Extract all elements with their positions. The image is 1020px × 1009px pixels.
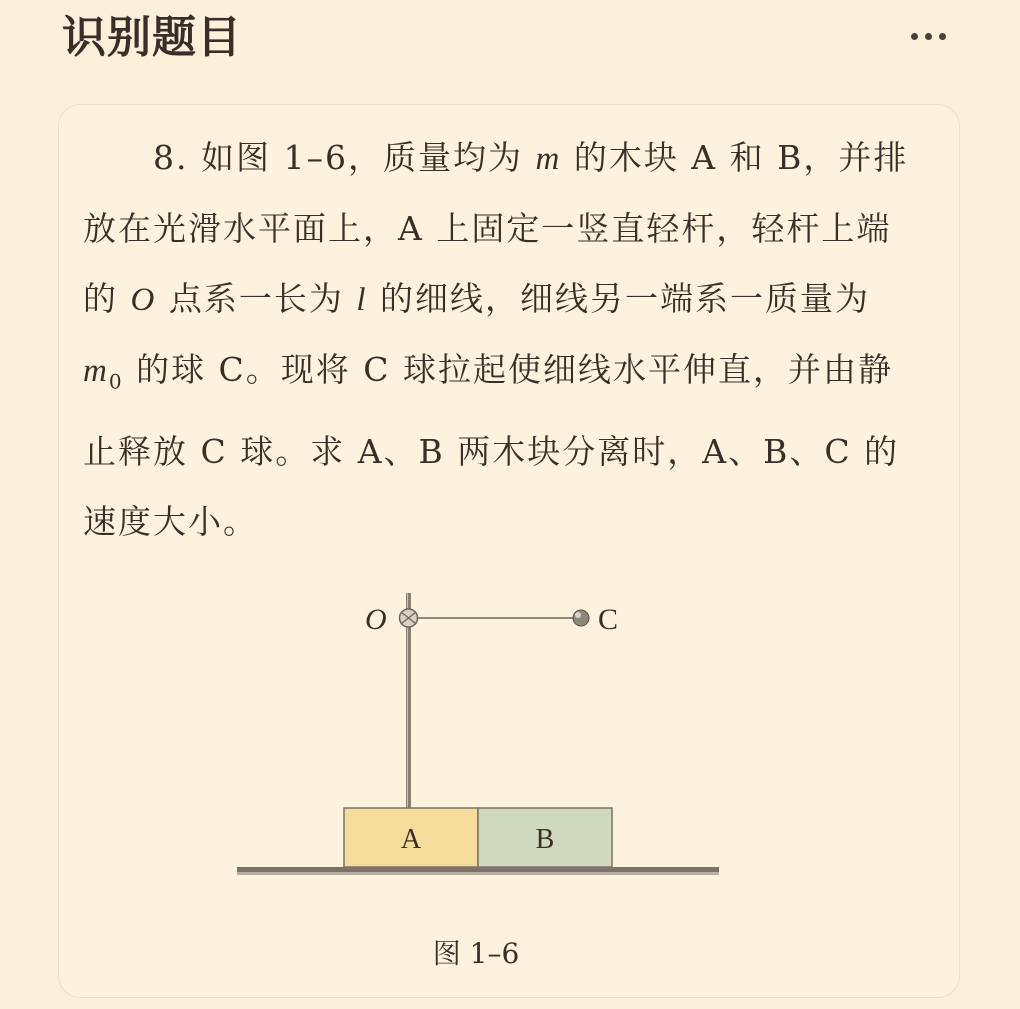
more-horizontal-icon [911, 33, 918, 40]
problem-body [83, 138, 908, 541]
problem-text-segment: 的细线，细线另一端系一质量为 [367, 279, 870, 318]
page-title: 识别题目 [62, 12, 242, 63]
block-b-label: B [535, 824, 555, 855]
problem-card [58, 104, 960, 998]
math-variable: l [356, 282, 368, 318]
physics-figure [229, 575, 789, 995]
math-variable: m [83, 353, 109, 389]
problem-text [83, 123, 913, 557]
ground-shadow [237, 872, 719, 875]
problem-text-segment: 点系一长为 [156, 279, 357, 318]
figure-caption: 图 1–6 [432, 937, 520, 970]
problem-text-segment: 的木块 A 和 B，并排放在光滑水平面上，A 上固定一竖直轻杆，轻杆上端的 [83, 138, 909, 318]
math-variable: m [535, 141, 562, 177]
math-subscript: 0 [108, 369, 124, 394]
label-c: C [598, 603, 619, 636]
problem-text-segment: 的球 C。现将 C 球拉起使细线水平伸直，并由静止释放 C 球。求 A、B 两木块分离时，A、B、C 的速度大小。 [83, 350, 900, 541]
math-variable: O [130, 282, 157, 318]
problem-paragraph [83, 123, 913, 557]
more-horizontal-icon-dot [939, 33, 946, 40]
ball-c-highlight [575, 612, 581, 618]
problem-text-segment: 如图 1–6，质量均为 [201, 138, 536, 177]
problem-number: 8. [153, 138, 189, 177]
block-a-label: A [400, 824, 422, 855]
ball-c [573, 610, 589, 626]
label-o: O [365, 603, 387, 636]
more-horizontal-icon-dot [925, 33, 932, 40]
more-options-button[interactable] [900, 18, 956, 54]
